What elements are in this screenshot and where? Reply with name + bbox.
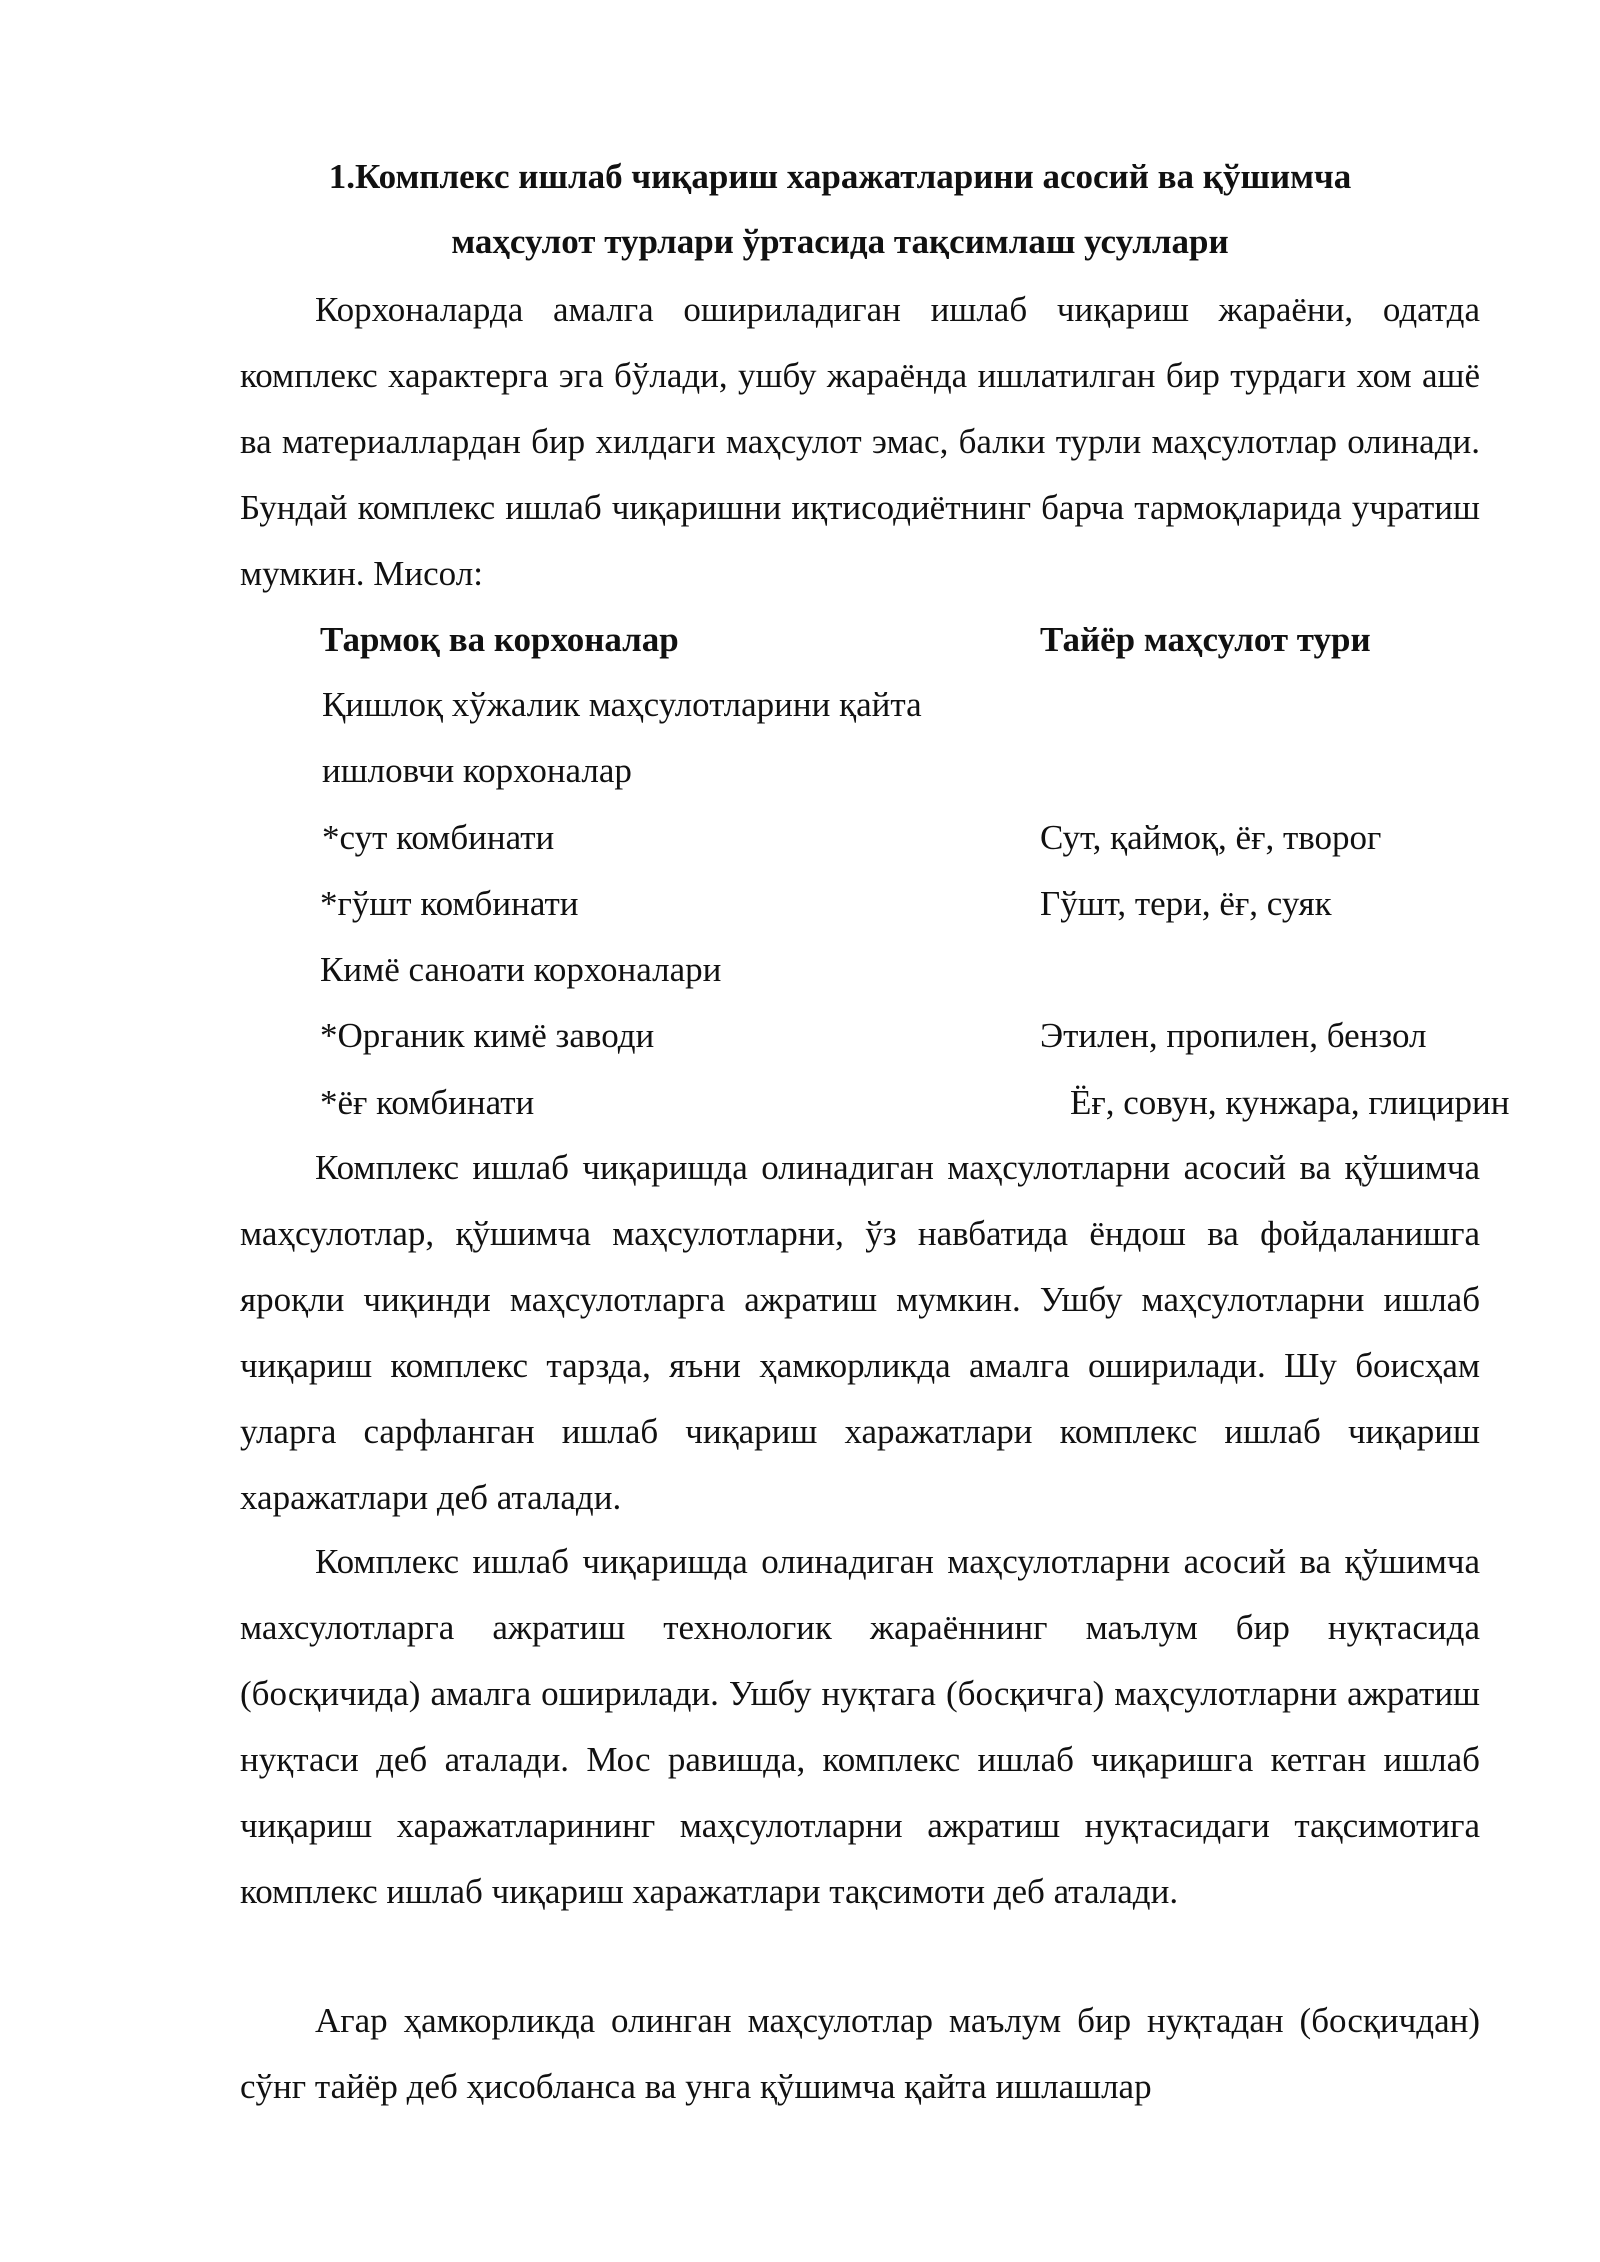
paragraph-product-types: Комплекс ишлаб чиқаришда олинадиган маҳсулотларни асосий ва қўшимча маҳсулотлар, қўшимча маҳсулотларни, ўз навбатида ёндош ва фойдаланишга яроқли чиқинди маҳсулотларга ажратиш мумкин. Ушбу маҳсулотларни ишлаб чиқариш комплекс тарзда, яъни ҳамкорликда амалга оширилади. Шу боисҳам уларга сарфланган ишлаб чиқариш харажатлари комплекс ишлаб чиқариш харажатлари деб аталади. — [240, 1148, 1480, 1517]
table-row-left: *ёғ комбинати — [320, 1083, 535, 1122]
table-row-left: *гўшт комбинати — [320, 884, 579, 923]
heading-line-1: 1.Комплекс ишлаб чиқариш харажатларини асосий ва қўшимча — [328, 157, 1352, 196]
heading-line-2: маҳсулот турлари ўртасида тақсимлаш усуллари — [451, 222, 1229, 261]
table-row-right: Гўшт, тери, ёғ, суяк — [1040, 884, 1332, 923]
table-row-left: Қишлоқ хўжалик маҳсулотларини қайта — [322, 685, 922, 724]
table-row-right: Сут, қаймоқ, ёғ, творог — [1040, 818, 1382, 857]
table-row-right: Ёғ, совун, кунжара, глицирин — [1070, 1083, 1510, 1122]
paragraph-split-point: Комплекс ишлаб чиқаришда олинадиган маҳсулотларни асосий ва қўшимча махсулотларга ажратиш технологик жараённинг маълум бир нуқтасида (босқичида) амалга оширилади. Ушбу нуқтага (босқичга) маҳсулотларни ажратиш нуқтаси деб аталади. Мос равишда, комплекс ишлаб чиқаришга кетган ишлаб чиқариш харажатларининг маҳсулотларни ажратиш нуқтасидаги тақсимотига комплекс ишлаб чиқариш харажатлари тақсимоти деб аталади. — [240, 1542, 1480, 1911]
table-row-left: Кимё саноати корхоналари — [320, 950, 722, 989]
paragraph-intro: Корхоналарда амалга ошириладиган ишлаб чиқариш жараёни, одатда комплекс характерга эга бўлади, ушбу жараёнда ишлатилган бир турдаги хом ашё ва материаллардан бир хилдаги маҳсулот эмас, балки турли маҳсулотлар олинади. Бундай комплекс ишлаб чиқаришни иқтисодиётнинг барча тармоқларида учратиш мумкин. Мисол: — [240, 290, 1480, 593]
table-row-left: *Органик кимё заводи — [320, 1016, 655, 1055]
table-header-industries: Тармоқ ва корхоналар — [320, 620, 679, 659]
table-row-left: *сут комбинати — [322, 818, 555, 857]
table-header-products: Тайёр маҳсулот тури — [1040, 620, 1371, 659]
paragraph-joint-products: Агар ҳамкорликда олинган маҳсулотлар маълум бир нуқтадан (босқичдан) сўнг тайёр деб ҳисобланса ва унга қўшимча қайта ишлашлар — [240, 2001, 1480, 2106]
table-row-left: ишловчи корхоналар — [322, 751, 632, 790]
table-row-right: Этилен, пропилен, бензол — [1040, 1016, 1427, 1055]
